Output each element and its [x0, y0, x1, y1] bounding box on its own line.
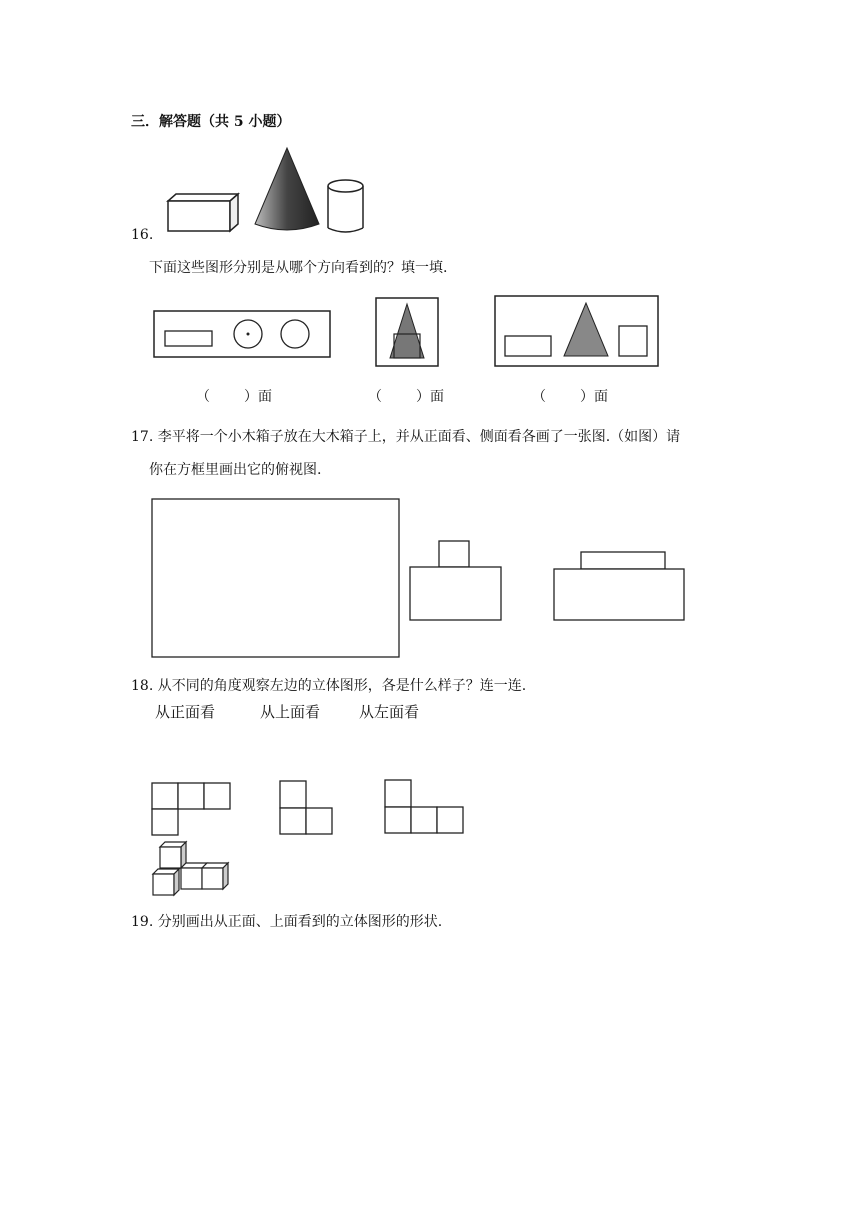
view-1-cuboid-cylinder — [154, 311, 330, 357]
q16-number: 16. — [131, 227, 154, 243]
answer-close-2: ）面 — [416, 389, 444, 405]
front-view-drawing — [410, 541, 501, 620]
q16-solids-figure — [160, 140, 380, 240]
answer-blank-1[interactable] — [196, 386, 272, 406]
answer-open-1: （ — [196, 389, 210, 405]
q18-figure — [145, 775, 475, 905]
q19-line1: 19. 分别画出从正面、上面看到的立体图形的形状. — [131, 914, 443, 930]
view-grid-b — [280, 781, 332, 834]
cone-shape — [255, 148, 319, 230]
answer-open-3: （ — [532, 389, 546, 405]
q16-views-figure — [150, 294, 670, 374]
q17-line1: 17. 李平将一个小木箱子放在大木箱子上，并从正面看、侧面看各画了一张图.（如图）请 — [131, 429, 681, 445]
q18-label-left: 从左面看 — [359, 703, 420, 721]
q18-line1: 18. 从不同的角度观察左边的立体图形，各是什么样子？连一连. — [131, 678, 527, 694]
top-view-drawing-box — [152, 499, 399, 657]
cube-solid — [153, 842, 228, 895]
answer-blank-2[interactable] — [368, 386, 444, 406]
cuboid-shape — [168, 194, 238, 231]
view-grid-c — [385, 780, 463, 833]
side-view-drawing — [554, 552, 684, 620]
cylinder-shape — [328, 180, 363, 232]
q17-line2: 你在方框里画出它的俯视图. — [149, 462, 322, 478]
answer-open-2: （ — [368, 389, 382, 405]
q16-prompt: 下面这些图形分别是从哪个方向看到的？填一填. — [149, 260, 448, 276]
q18-label-top: 从上面看 — [260, 703, 321, 721]
view-3-front — [495, 296, 658, 366]
view-grid-a — [152, 783, 230, 835]
answer-close-1: ）面 — [244, 389, 272, 405]
answer-close-3: ）面 — [580, 389, 608, 405]
view-2-side — [376, 298, 438, 366]
q18-label-front: 从正面看 — [155, 703, 216, 721]
answer-blank-3[interactable] — [532, 386, 608, 406]
q17-figure — [150, 497, 690, 662]
section-heading: 三．解答题（共 5 小题） — [131, 114, 291, 130]
